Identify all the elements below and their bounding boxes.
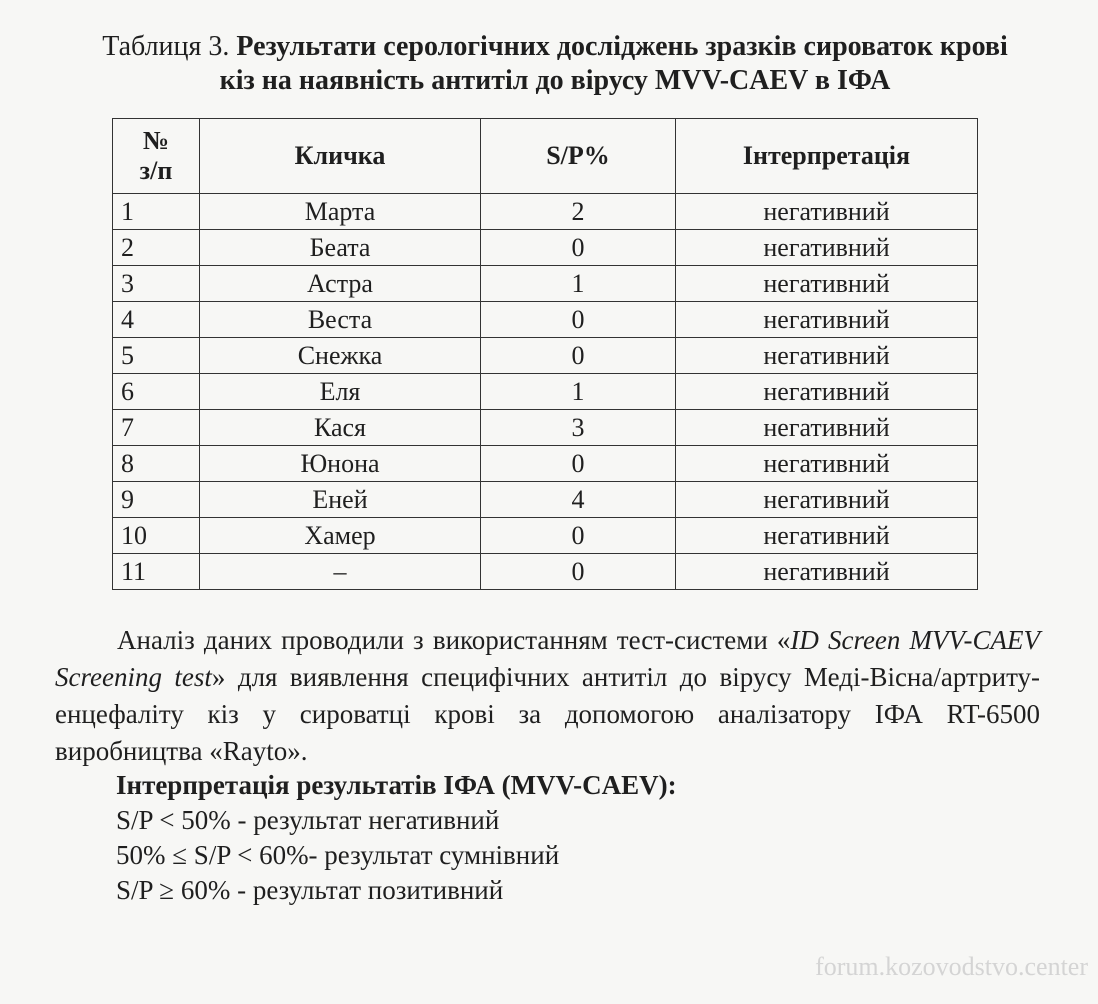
header-interpretation: Інтерпретація bbox=[676, 119, 978, 194]
cell-name: Еней bbox=[200, 482, 481, 518]
cell-interpretation: негативний bbox=[676, 518, 978, 554]
cell-interpretation: негативний bbox=[676, 302, 978, 338]
results-table bbox=[112, 118, 978, 590]
cell-interpretation: негативний bbox=[676, 230, 978, 266]
cell-sp: 1 bbox=[481, 266, 676, 302]
table-row bbox=[113, 338, 978, 374]
cell-name: – bbox=[200, 554, 481, 590]
cell-name: Марта bbox=[200, 194, 481, 230]
table-row bbox=[113, 194, 978, 230]
table-header-row bbox=[113, 119, 978, 194]
table-caption bbox=[40, 30, 1070, 98]
cell-interpretation: негативний bbox=[676, 446, 978, 482]
table-row bbox=[113, 554, 978, 590]
cell-number: 11 bbox=[113, 554, 200, 590]
cell-name: Веста bbox=[200, 302, 481, 338]
test-system-name: ID Screen MVV-CAEV Screening test bbox=[55, 625, 1040, 692]
cell-interpretation: негативний bbox=[676, 482, 978, 518]
cell-number: 5 bbox=[113, 338, 200, 374]
cell-sp: 4 bbox=[481, 482, 676, 518]
header-number bbox=[113, 119, 200, 194]
analysis-text-1: Аналіз даних проводили з використанням тест-системи « bbox=[117, 625, 791, 655]
cell-number: 7 bbox=[113, 410, 200, 446]
cell-interpretation: негативний bbox=[676, 194, 978, 230]
header-name: Кличка bbox=[200, 119, 481, 194]
cell-number: 9 bbox=[113, 482, 200, 518]
interpretation-block bbox=[116, 768, 677, 908]
table-row bbox=[113, 482, 978, 518]
caption-line-1 bbox=[40, 30, 1070, 64]
cell-number: 1 bbox=[113, 194, 200, 230]
header-number-line-2: з/п bbox=[139, 156, 173, 185]
cell-sp: 0 bbox=[481, 230, 676, 266]
table-row bbox=[113, 518, 978, 554]
interpretation-line-positive: S/P ≥ 60% - результат позитивний bbox=[116, 875, 504, 905]
cell-sp: 3 bbox=[481, 410, 676, 446]
cell-name: Беата bbox=[200, 230, 481, 266]
cell-number: 3 bbox=[113, 266, 200, 302]
table-row bbox=[113, 302, 978, 338]
cell-interpretation: негативний bbox=[676, 374, 978, 410]
cell-name: Снежка bbox=[200, 338, 481, 374]
cell-name: Еля bbox=[200, 374, 481, 410]
table-row bbox=[113, 410, 978, 446]
cell-sp: 0 bbox=[481, 554, 676, 590]
cell-number: 6 bbox=[113, 374, 200, 410]
watermark: forum.kozovodstvo.center bbox=[815, 952, 1088, 981]
cell-number: 8 bbox=[113, 446, 200, 482]
header-number-line-1: № bbox=[142, 126, 170, 155]
caption-title-line-2: кіз на наявність антитіл до вірусу MVV-CAEV в ІФА bbox=[219, 65, 891, 96]
cell-interpretation: негативний bbox=[676, 266, 978, 302]
caption-prefix: Таблиця 3. bbox=[102, 31, 230, 62]
caption-title-line-1: Результати серологічних досліджень зразків сироваток крові bbox=[236, 31, 1008, 62]
cell-name: Кася bbox=[200, 410, 481, 446]
analysis-paragraph bbox=[55, 622, 1040, 770]
interpretation-heading: Інтерпретація результатів ІФА (MVV-CAEV): bbox=[116, 770, 677, 800]
interpretation-line-negative: S/P < 50% - результат негативний bbox=[116, 805, 500, 835]
cell-name: Астра bbox=[200, 266, 481, 302]
header-sp: S/P% bbox=[481, 119, 676, 194]
cell-sp: 0 bbox=[481, 446, 676, 482]
table-row bbox=[113, 446, 978, 482]
cell-sp: 2 bbox=[481, 194, 676, 230]
cell-number: 2 bbox=[113, 230, 200, 266]
interpretation-line-doubtful: 50% ≤ S/P < 60%- результат сумнівний bbox=[116, 840, 560, 870]
table-row bbox=[113, 230, 978, 266]
cell-name: Юнона bbox=[200, 446, 481, 482]
cell-interpretation: негативний bbox=[676, 554, 978, 590]
cell-number: 4 bbox=[113, 302, 200, 338]
cell-number: 10 bbox=[113, 518, 200, 554]
table-row bbox=[113, 374, 978, 410]
cell-sp: 1 bbox=[481, 374, 676, 410]
cell-sp: 0 bbox=[481, 302, 676, 338]
cell-sp: 0 bbox=[481, 338, 676, 374]
cell-sp: 0 bbox=[481, 518, 676, 554]
cell-name: Хамер bbox=[200, 518, 481, 554]
analysis-text-2: » для виявлення специфічних антитіл до вірусу Меді-Вісна/артриту-енцефаліту кіз у сироватці крові за допомогою аналізатору ІФА RT-6500 виробництва «Rayto». bbox=[55, 662, 1041, 766]
cell-interpretation: негативний bbox=[676, 338, 978, 374]
cell-interpretation: негативний bbox=[676, 410, 978, 446]
table-row bbox=[113, 266, 978, 302]
